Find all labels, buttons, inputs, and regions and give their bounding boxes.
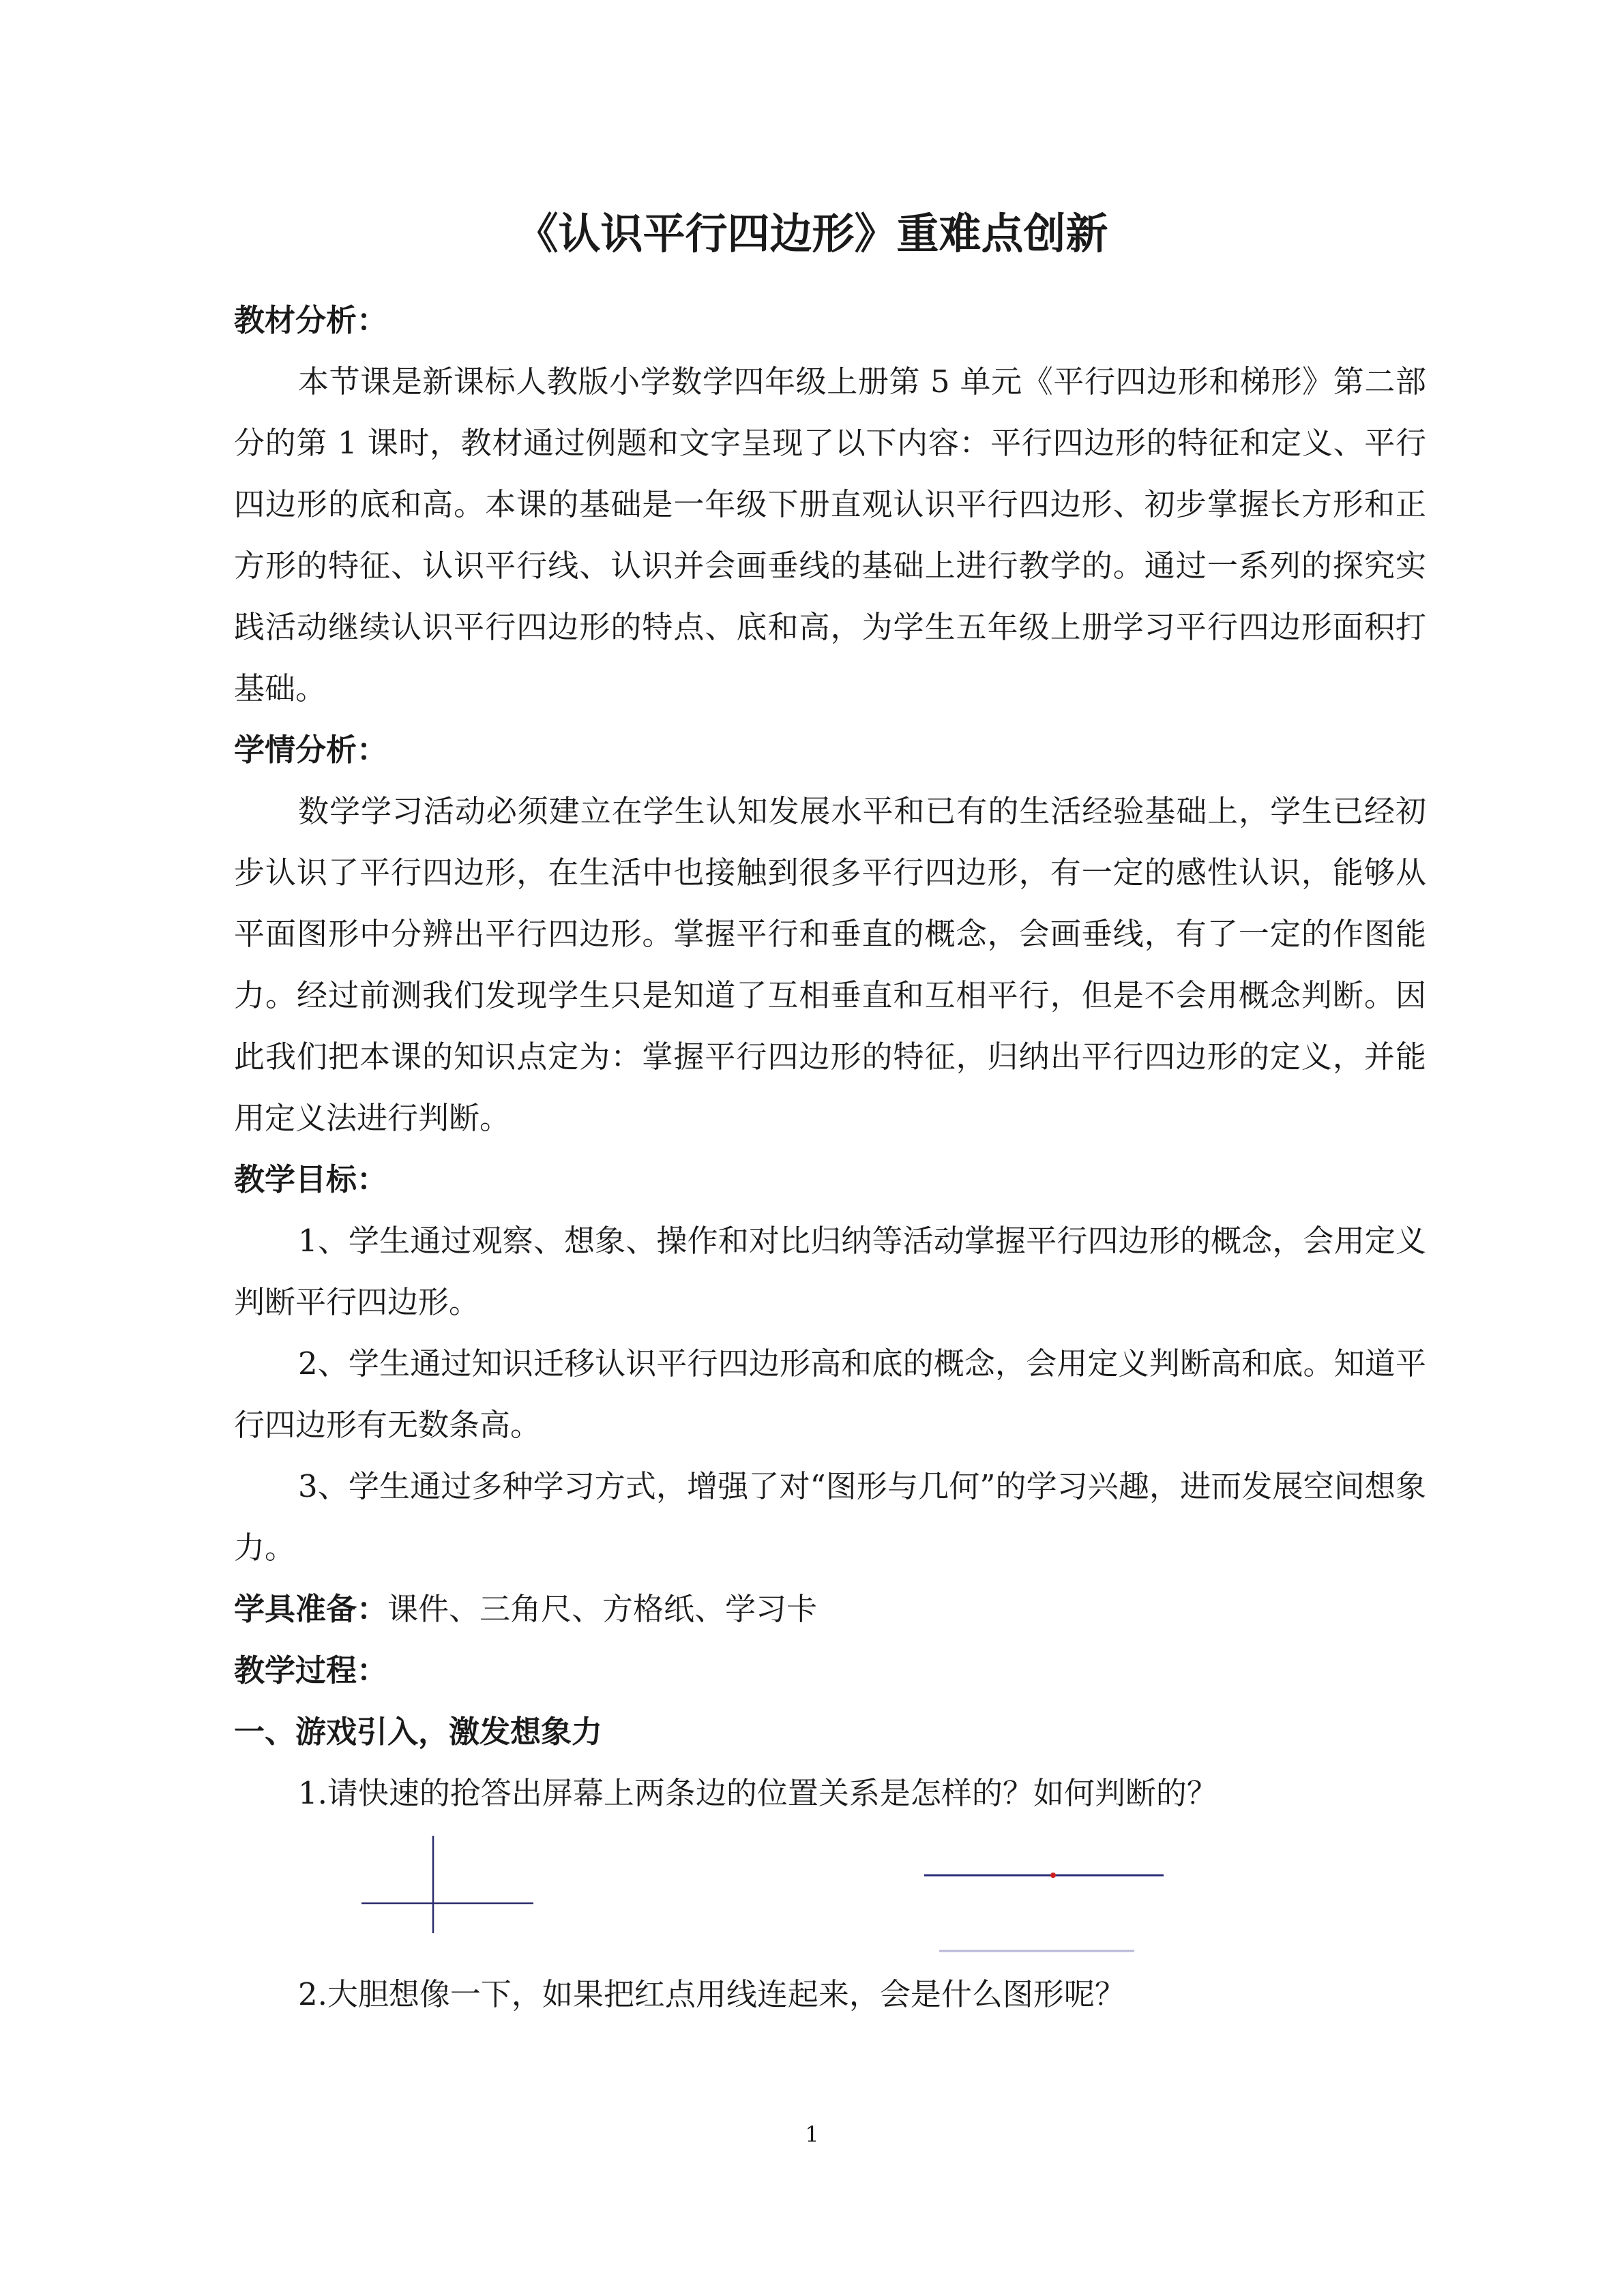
students-paragraph: 数学学习活动必须建立在学生认知发展水平和已有的生活经验基础上，学生已经初步认识了平行四边形，在生活中也接触到很多平行四边形，有一定的感性认识，能够从平面图形中分辨出平行四边形。掌握平行和垂直的概念，会画垂线，有了一定的作图能力。经过前测我们发现学生只是知道了互相垂直和互相平行，但是不会用概念判断。因此我们把本课的知识点定为：掌握平行四边形的特征，归纳出平行四边形的定义，并能用定义法进行判断。: [234, 793, 1426, 1136]
tools-label: 学具准备：: [234, 1591, 388, 1627]
line-figures: [234, 1824, 1426, 1964]
goal-item-2: 2、学生通过知识迁移认识平行四边形高和底的概念，会用定义判断高和底。知道平行四边形有无数条高。: [234, 1345, 1426, 1443]
line-figures-svg: [234, 1824, 1426, 1964]
goal-item-3: 3、学生通过多种学习方式，增强了对“图形与几何”的学习兴趣，进而发展空间想象力。: [234, 1468, 1426, 1566]
step1-heading: 一、游戏引入，激发想象力: [234, 1714, 603, 1750]
page-title: 《认识平行四边形》重难点创新: [516, 209, 1108, 258]
tools-value: 课件、三角尺、方格纸、学习卡: [387, 1591, 818, 1627]
red-point: [1050, 1873, 1056, 1878]
material-paragraph: 本节课是新课标人教版小学数学四年级上册第 5 单元《平行四边形和梯形》第二部分的第 1 课时，教材通过例题和文字呈现了以下内容：平行四边形的特征和定义、平行四边形的底和高。本课的基础是一年级下册直观认识平行四边形、初步掌握长方形和正方形的特征、认识平行线、认识并会画垂线的基础上进行教学的。通过一系列的探究实践活动继续认识平行四边形的特点、底和高，为学生五年级上册学习平行四边形面积打基础。: [234, 363, 1426, 706]
tools-line: [234, 1579, 1426, 1640]
document-body: [234, 290, 1426, 2025]
goal-item-1: 1、学生通过观察、想象、操作和对比归纳等活动掌握平行四边形的概念，会用定义判断平行四边形。: [234, 1223, 1426, 1320]
question-1: 1.请快速的抢答出屏幕上两条边的位置关系是怎样的？如何判断的？: [298, 1775, 1217, 1811]
section-heading-students: 学情分析：: [234, 732, 388, 768]
question-2: 2.大胆想像一下，如果把红点用线连起来，会是什么图形呢？: [298, 1976, 1125, 2012]
page-number: 1: [805, 2121, 819, 2147]
section-heading-material: 教材分析：: [234, 302, 388, 338]
section-heading-goals: 教学目标：: [234, 1161, 388, 1197]
section-heading-process: 教学过程：: [234, 1652, 388, 1688]
